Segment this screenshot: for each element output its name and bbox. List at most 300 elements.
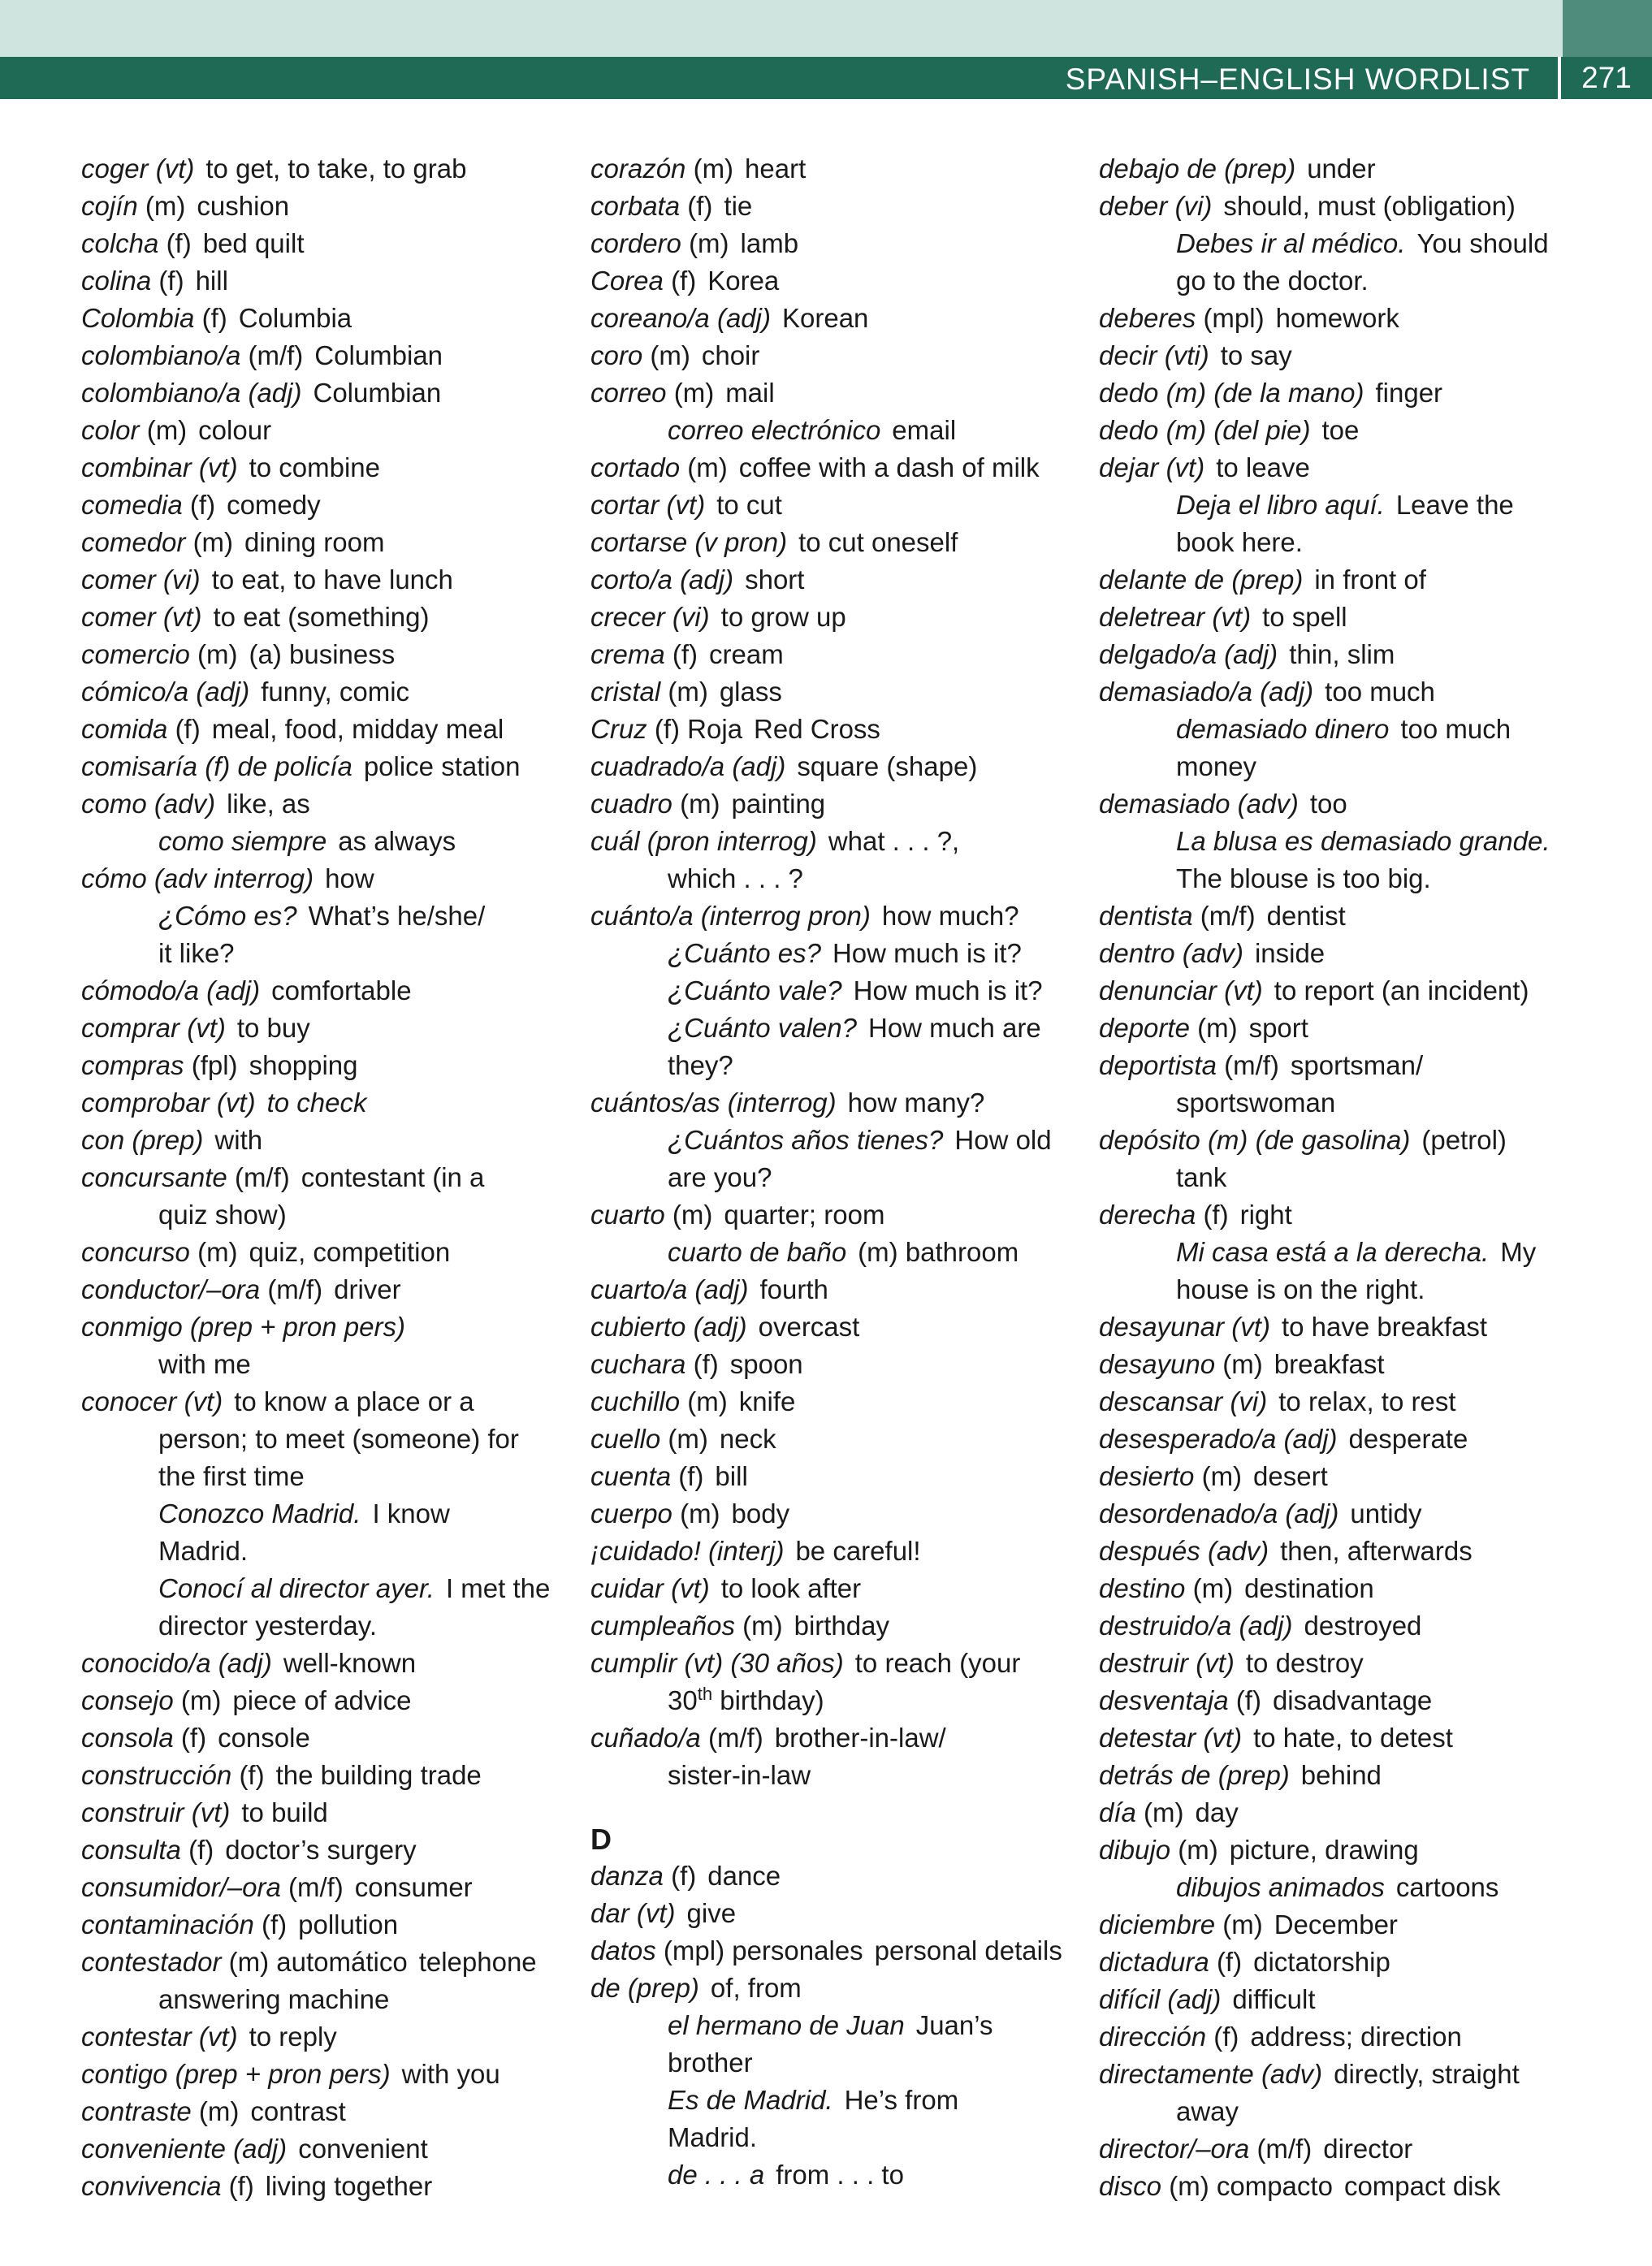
translation: to reply	[249, 2022, 337, 2052]
headword: dar	[590, 1898, 629, 1928]
translation: finger	[1375, 378, 1443, 408]
headword: comedia	[81, 490, 183, 520]
headword: como	[81, 789, 147, 819]
headword: cuadrado/a	[590, 751, 725, 781]
headword: corazón	[590, 154, 686, 184]
dictionary-entry	[81, 449, 569, 486]
headword: comer	[81, 564, 156, 595]
translation: contrast	[250, 2096, 346, 2126]
headword: desventaja	[1099, 1685, 1229, 1715]
grammar-label: (m)	[1201, 1461, 1243, 1491]
translation: to check	[266, 1088, 367, 1118]
example-translation: (m) bathroom	[858, 1237, 1019, 1267]
continuation-line	[81, 1196, 569, 1234]
grammar-label: (m/f)	[1224, 1050, 1279, 1080]
translation: dance	[707, 1861, 781, 1891]
continuation-line	[1099, 524, 1635, 561]
dictionary-entry	[1099, 300, 1635, 337]
continuation-line	[81, 1981, 569, 2018]
translation: directly, straight	[1334, 2059, 1520, 2089]
dictionary-entry	[590, 449, 1086, 486]
headword: cuello	[590, 1424, 661, 1454]
translation: day	[1195, 1797, 1239, 1827]
continuation-line	[81, 1458, 569, 1495]
translation: sport	[1248, 1013, 1308, 1043]
example-phrase: Es de Madrid.	[668, 2085, 833, 2115]
dictionary-entry	[590, 1196, 1086, 1234]
headword: destruido/a	[1099, 1611, 1232, 1641]
grammar-label: (f)	[228, 2171, 254, 2201]
dictionary-entry	[81, 748, 569, 785]
dictionary-entry	[1099, 561, 1635, 599]
translation: director	[1323, 2134, 1413, 2164]
translation: destination	[1244, 1573, 1374, 1603]
grammar-label: (adj)	[716, 303, 771, 333]
headword: concursante	[81, 1162, 227, 1192]
headword: cojín	[81, 191, 138, 221]
dictionary-entry	[81, 1383, 569, 1421]
dictionary-entry	[1099, 188, 1635, 225]
example-line	[1099, 823, 1635, 860]
headword: colombiano/a	[81, 340, 241, 370]
headword: deberes	[1099, 303, 1196, 333]
translation: behind	[1300, 1760, 1382, 1790]
translation: living together	[265, 2171, 433, 2201]
translation: Korea	[707, 266, 780, 296]
example-line	[590, 2007, 1086, 2044]
header-top-band	[0, 0, 1652, 57]
headword: cuenta	[590, 1461, 672, 1491]
dictionary-entry	[590, 1084, 1086, 1122]
continuation-text: brother	[668, 2048, 753, 2078]
wordlist-column-3	[1099, 150, 1635, 2205]
grammar-label: (prep)	[627, 1973, 699, 2003]
headword: cuánto/a	[590, 901, 694, 931]
translation: how	[325, 863, 374, 893]
headword: desesperado/a	[1099, 1424, 1277, 1454]
example-translation: How old	[954, 1125, 1052, 1155]
headword: cuñado/a	[590, 1723, 701, 1753]
translation: too much	[1325, 677, 1435, 707]
translation: should, must (obligation)	[1223, 191, 1516, 221]
translation: like, as	[227, 789, 310, 819]
headword: comer	[81, 602, 156, 632]
translation: tie	[724, 191, 753, 221]
grammar-label: (vt)	[1203, 1723, 1243, 1753]
continuation-line	[590, 860, 1086, 897]
example-translation: email	[892, 415, 957, 445]
dictionary-entry	[81, 636, 569, 673]
headword: coro	[590, 340, 643, 370]
grammar-label: (m)	[693, 154, 734, 184]
wordlist-column-1	[81, 150, 569, 2205]
headword: consumidor/–ora	[81, 1872, 281, 1902]
dictionary-entry	[1099, 1458, 1635, 1495]
grammar-label: (v pron)	[694, 527, 788, 557]
headword: color	[81, 415, 140, 445]
headword: colombiano/a	[81, 378, 241, 408]
wordlist-column-2	[590, 150, 1086, 2194]
section-letter: D	[590, 1823, 612, 1856]
dictionary-entry	[590, 300, 1086, 337]
grammar-label: (f)	[672, 639, 698, 669]
example-line	[590, 2082, 1086, 2119]
translation: to cut	[716, 490, 782, 520]
dictionary-entry	[81, 262, 569, 300]
translation: sportsman/	[1290, 1050, 1424, 1080]
example-translation: as always	[338, 826, 456, 856]
dictionary-entry	[81, 486, 569, 524]
translation: painting	[731, 789, 826, 819]
translation: piece of advice	[232, 1685, 412, 1715]
dictionary-entry	[81, 1084, 569, 1122]
grammar-label: (f)	[201, 303, 227, 333]
headword: cuadro	[590, 789, 672, 819]
grammar-label: (fpl)	[191, 1050, 238, 1080]
example-phrase: como siempre	[158, 826, 327, 856]
headword: colina	[81, 266, 152, 296]
grammar-label: (f)	[261, 1909, 288, 1940]
dictionary-entry	[590, 262, 1086, 300]
example-phrase: ¿Cuántos años tienes?	[668, 1125, 944, 1155]
headword: colcha	[81, 228, 159, 258]
grammar-label: (m)	[145, 191, 186, 221]
dictionary-entry	[590, 1932, 1086, 1970]
translation: disadvantage	[1272, 1685, 1433, 1715]
grammar-label: (m)	[680, 789, 720, 819]
translation: body	[731, 1498, 790, 1529]
ordinal-suffix: th	[697, 1684, 713, 1704]
translation: dentist	[1266, 901, 1346, 931]
headword: danza	[590, 1861, 664, 1891]
translation: bed quilt	[202, 228, 305, 258]
dictionary-entry	[81, 1159, 569, 1196]
translation: cream	[709, 639, 784, 669]
dictionary-entry	[1099, 1533, 1635, 1570]
dictionary-entry	[81, 1869, 569, 1906]
dictionary-entry	[1099, 1047, 1635, 1084]
dictionary-entry	[590, 225, 1086, 262]
example-translation: Juan’s	[915, 2010, 993, 2040]
continuation-text: are you?	[668, 1162, 772, 1192]
grammar-label: (f)	[239, 1760, 265, 1790]
translation: toe	[1321, 415, 1360, 445]
dictionary-entry	[81, 1831, 569, 1869]
grammar-label: (m)	[673, 378, 715, 408]
dictionary-entry	[1099, 1010, 1635, 1047]
headword: comida	[81, 714, 168, 744]
example-phrase: de . . . a	[668, 2160, 765, 2190]
example-line	[590, 1234, 1086, 1271]
example-line	[81, 1495, 569, 1533]
grammar-label: (prep)	[132, 1125, 204, 1155]
translation: shopping	[249, 1050, 358, 1080]
headword: cómodo/a	[81, 975, 199, 1005]
grammar-label: (vt)	[1165, 452, 1205, 482]
example-line	[81, 897, 569, 935]
example-translation: What’s he/she/	[308, 901, 486, 931]
grammar-label: (adv)	[1237, 789, 1299, 819]
translation: Korean	[781, 303, 869, 333]
translation: square (shape)	[797, 751, 978, 781]
dictionary-entry	[1099, 1981, 1635, 2018]
headword: desierto	[1099, 1461, 1195, 1491]
grammar-label: (m)	[687, 452, 728, 482]
translation: the building trade	[275, 1760, 482, 1790]
grammar-label: (m)	[672, 1200, 713, 1230]
dictionary-entry	[590, 1970, 1086, 2007]
dictionary-entry	[590, 1458, 1086, 1495]
dictionary-entry	[1099, 1794, 1635, 1831]
dictionary-entry	[1099, 1383, 1635, 1421]
example-translation: You should	[1416, 228, 1549, 258]
headword: contestar	[81, 2022, 192, 2052]
headword: datos	[590, 1935, 656, 1965]
grammar-label: (vt)	[671, 1573, 710, 1603]
dictionary-entry	[81, 1944, 569, 1981]
translation: (a) business	[249, 639, 396, 669]
grammar-label: (m)	[197, 1237, 238, 1267]
dictionary-entry	[81, 1010, 569, 1047]
headword: cristal	[590, 677, 661, 707]
example-line	[590, 1010, 1086, 1047]
headword: cuál	[590, 826, 640, 856]
continuation-text: sportswoman	[1176, 1088, 1336, 1118]
dictionary-entry	[81, 1308, 569, 1346]
grammar-label: (f)	[175, 714, 201, 744]
headword: directamente	[1099, 2059, 1254, 2089]
translation: overcast	[758, 1312, 860, 1342]
dictionary-entry	[81, 673, 569, 711]
headword: día	[1099, 1797, 1136, 1827]
dictionary-entry	[81, 2130, 569, 2168]
headword: dejar	[1099, 452, 1159, 482]
dictionary-entry	[81, 300, 569, 337]
grammar-label: (prep + pron pers)	[189, 1312, 405, 1342]
grammar-label: (f)	[158, 266, 184, 296]
translation: difficult	[1232, 1984, 1316, 2014]
dictionary-entry	[1099, 1645, 1635, 1682]
dictionary-entry	[81, 1682, 569, 1719]
grammar-label: (m) automático	[228, 1947, 408, 1977]
dictionary-entry	[590, 1271, 1086, 1308]
translation: thin, slim	[1289, 639, 1395, 669]
headword: detrás de	[1099, 1760, 1211, 1790]
dictionary-entry	[81, 374, 569, 412]
dictionary-entry	[1099, 1308, 1635, 1346]
example-translation: He’s from	[844, 2085, 959, 2115]
headword: demasiado/a	[1099, 677, 1252, 707]
continuation-line	[590, 2119, 1086, 2156]
grammar-label: (m/f)	[707, 1723, 763, 1753]
headword: coreano/a	[590, 303, 710, 333]
grammar-label: (m)	[668, 677, 708, 707]
grammar-label: (m)	[1222, 1349, 1263, 1379]
headword: combinar	[81, 452, 192, 482]
headword: después	[1099, 1536, 1200, 1566]
grammar-label: (m)	[680, 1498, 720, 1529]
headword: conductor/–ora	[81, 1274, 261, 1304]
continuation-line	[590, 2044, 1086, 2082]
continuation-text: go to the doctor.	[1176, 266, 1369, 296]
translation: be careful!	[795, 1536, 921, 1566]
dictionary-entry	[1099, 897, 1635, 935]
translation: personal details	[874, 1935, 1062, 1965]
grammar-label: (vti)	[1164, 340, 1209, 370]
grammar-label: (vt)	[198, 2022, 238, 2052]
grammar-label: (adv)	[1261, 2059, 1323, 2089]
translation: picture, drawing	[1229, 1835, 1419, 1865]
grammar-label: (prep)	[1224, 154, 1296, 184]
dictionary-entry	[1099, 1757, 1635, 1794]
continuation-text: house is on the right.	[1176, 1274, 1425, 1304]
translation: meal, food, midday meal	[211, 714, 504, 744]
headword: Colombia	[81, 303, 195, 333]
translation: what . . . ?,	[828, 826, 960, 856]
headword: deletrear	[1099, 602, 1205, 632]
translation: dining room	[244, 527, 385, 557]
grammar-label: (adv)	[1182, 938, 1243, 968]
grammar-label: (m) (del pie)	[1165, 415, 1311, 445]
grammar-label: (vt)	[187, 1013, 226, 1043]
grammar-label: (f)	[189, 490, 216, 520]
grammar-label: (vt)	[666, 490, 706, 520]
dictionary-entry	[590, 524, 1086, 561]
continuation-text: they?	[668, 1050, 733, 1080]
grammar-label: (m)	[1178, 1835, 1218, 1865]
headword: ¡cuidado!	[590, 1536, 701, 1566]
headword: deportista	[1099, 1050, 1217, 1080]
dictionary-entry	[590, 599, 1086, 636]
continuation-text: The blouse is too big.	[1176, 863, 1431, 893]
translation: cushion	[197, 191, 290, 221]
translation: pollution	[298, 1909, 399, 1940]
dictionary-entry	[81, 785, 569, 823]
dictionary-entry	[1099, 1421, 1635, 1458]
headword: cortar	[590, 490, 660, 520]
headword: dibujo	[1099, 1835, 1171, 1865]
grammar-label: (vt)	[1212, 602, 1252, 632]
dictionary-entry	[1099, 150, 1635, 188]
translation: to hate, to detest	[1253, 1723, 1453, 1753]
dictionary-entry	[81, 561, 569, 599]
headword: contraste	[81, 2096, 192, 2126]
dictionary-entry	[590, 1308, 1086, 1346]
headword: descansar	[1099, 1386, 1223, 1416]
headword: director/–ora	[1099, 2134, 1250, 2164]
translation: telephone	[418, 1947, 537, 1977]
translation: address; direction	[1250, 2022, 1462, 2052]
translation: with	[214, 1125, 263, 1155]
grammar-label: (vt)	[162, 602, 202, 632]
headword: diciembre	[1099, 1909, 1216, 1940]
page-number: 271	[1558, 57, 1652, 99]
grammar-label: (vi)	[162, 564, 201, 595]
translation: with you	[401, 2059, 500, 2089]
dictionary-entry	[1099, 412, 1635, 449]
grammar-label: (adj)	[1283, 1424, 1338, 1454]
grammar-label: (f)	[188, 1835, 214, 1865]
translation: desperate	[1348, 1424, 1468, 1454]
translation: driver	[334, 1274, 401, 1304]
translation: compact disk	[1343, 2171, 1501, 2201]
headword: deporte	[1099, 1013, 1190, 1043]
grammar-label: (f)	[687, 191, 713, 221]
headword: construir	[81, 1797, 184, 1827]
headword: dedo	[1099, 415, 1159, 445]
grammar-label: (vt) (30 años)	[684, 1648, 844, 1678]
grammar-label: (vt)	[636, 1898, 676, 1928]
headword: coger	[81, 154, 149, 184]
continuation-text: which . . . ?	[668, 863, 803, 893]
dictionary-entry	[81, 1719, 569, 1757]
translation: birthday	[794, 1611, 889, 1641]
grammar-label: (f)	[1213, 2022, 1239, 2052]
headword: consola	[81, 1723, 174, 1753]
continuation-line	[81, 935, 569, 972]
headword: delgado/a	[1099, 639, 1217, 669]
example-phrase: el hermano de Juan	[668, 2010, 905, 2040]
grammar-label: (vi)	[1230, 1386, 1268, 1416]
example-translation: How much is it?	[853, 975, 1043, 1005]
example-line	[1099, 486, 1635, 524]
dictionary-entry	[1099, 1196, 1635, 1234]
grammar-label: (m)	[1222, 1909, 1263, 1940]
headword: contestador	[81, 1947, 222, 1977]
headword: dirección	[1099, 2022, 1207, 2052]
headword: derecha	[1099, 1200, 1196, 1230]
translation: spoon	[729, 1349, 803, 1379]
continuation-line	[590, 1682, 1086, 1719]
grammar-label: (m)	[1197, 1013, 1238, 1043]
dictionary-entry	[1099, 2130, 1635, 2168]
translation: to have breakfast	[1281, 1312, 1488, 1342]
example-translation: How much are	[867, 1013, 1041, 1043]
dictionary-entry	[590, 1857, 1086, 1895]
translation: too	[1309, 789, 1347, 819]
example-line	[1099, 225, 1635, 262]
example-phrase: La blusa es demasiado grande.	[1176, 826, 1550, 856]
translation: Columbia	[238, 303, 352, 333]
example-phrase: ¿Cómo es?	[158, 901, 297, 931]
continuation-text: the first time	[158, 1461, 305, 1491]
translation: mail	[725, 378, 775, 408]
translation: to cut oneself	[798, 527, 958, 557]
grammar-label: (m)	[198, 2096, 240, 2126]
headword: construcción	[81, 1760, 232, 1790]
grammar-label: (f)	[1203, 1200, 1229, 1230]
dictionary-entry	[81, 1271, 569, 1308]
headword: conocer	[81, 1386, 177, 1416]
translation: lamb	[740, 228, 799, 258]
dictionary-entry	[590, 1607, 1086, 1645]
dictionary-entry	[81, 1757, 569, 1794]
dictionary-entry	[590, 374, 1086, 412]
example-line	[590, 972, 1086, 1010]
example-phrase: dibujos animados	[1176, 1872, 1385, 1902]
grammar-label: (f) Roja	[654, 714, 743, 744]
translation: to relax, to rest	[1278, 1386, 1456, 1416]
continuation-line	[590, 1757, 1086, 1794]
grammar-label: (m)	[1192, 1573, 1234, 1603]
grammar-label: (vi)	[1174, 191, 1213, 221]
dictionary-entry	[1099, 1682, 1635, 1719]
continuation-text: away	[1176, 2096, 1239, 2126]
grammar-label: (vt)	[184, 1386, 223, 1416]
dictionary-entry	[81, 599, 569, 636]
headword: contaminación	[81, 1909, 254, 1940]
example-phrase: Conocí al director ayer.	[158, 1573, 435, 1603]
